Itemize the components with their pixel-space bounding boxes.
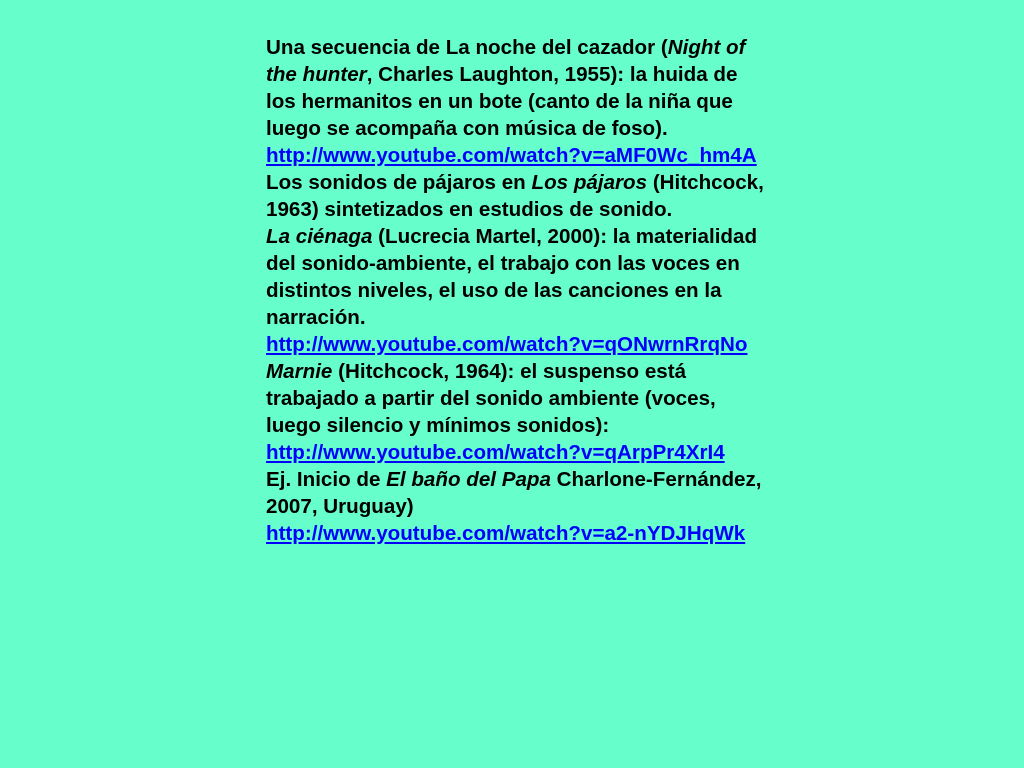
youtube-link-el-bano-del-papa[interactable]: http://www.youtube.com/watch?v=a2-nYDJHqWk — [266, 522, 746, 545]
film-title-italic: La ciénaga — [266, 225, 373, 248]
text-run: , Charles Laughton, 1955): la huida de los hermanitos en un bote (canto de la niña que luego se acompaña con música de foso). — [266, 63, 738, 140]
youtube-link-la-cienaga[interactable]: http://www.youtube.com/watch?v=qONwrnRrqNo — [266, 333, 748, 356]
text-run: (Lucrecia Martel, 2000): la materialidad del sonido-ambiente, el trabajo con las voces en distintos niveles, el uso de las canciones en la narración. — [266, 225, 758, 329]
slide-text-block — [266, 34, 766, 547]
paragraph-el-bano-del-papa — [266, 466, 766, 520]
film-title-italic: El baño del Papa — [386, 468, 551, 491]
text-run: Ej. Inicio de — [266, 468, 387, 491]
text-run: (Hitchcock, 1963) sintetizados en estudios de sonido. — [266, 171, 764, 221]
paragraph-los-pajaros — [266, 169, 766, 223]
paragraph-marnie — [266, 358, 766, 439]
youtube-link-marnie[interactable]: http://www.youtube.com/watch?v=qArpPr4XrI4 — [266, 441, 725, 464]
paragraph-la-noche-del-cazador — [266, 34, 766, 142]
film-title-italic: Los pájaros — [531, 171, 648, 194]
youtube-link-night-of-the-hunter[interactable]: http://www.youtube.com/watch?v=aMF0Wc_hm4A — [266, 144, 757, 167]
paragraph-la-cienaga — [266, 223, 766, 331]
text-run: Charlone-Fernández, 2007, Uruguay) — [266, 468, 762, 518]
text-run: Los sonidos de pájaros en — [266, 171, 532, 194]
text-run: Una secuencia de La noche del cazador ( — [266, 36, 668, 59]
film-title-italic: Night of the hunter — [266, 36, 746, 86]
film-title-italic: Marnie — [266, 360, 333, 383]
text-run: (Hitchcock, 1964): el suspenso está trabajado a partir del sonido ambiente (voces, luego silencio y mínimos sonidos): — [266, 360, 716, 437]
